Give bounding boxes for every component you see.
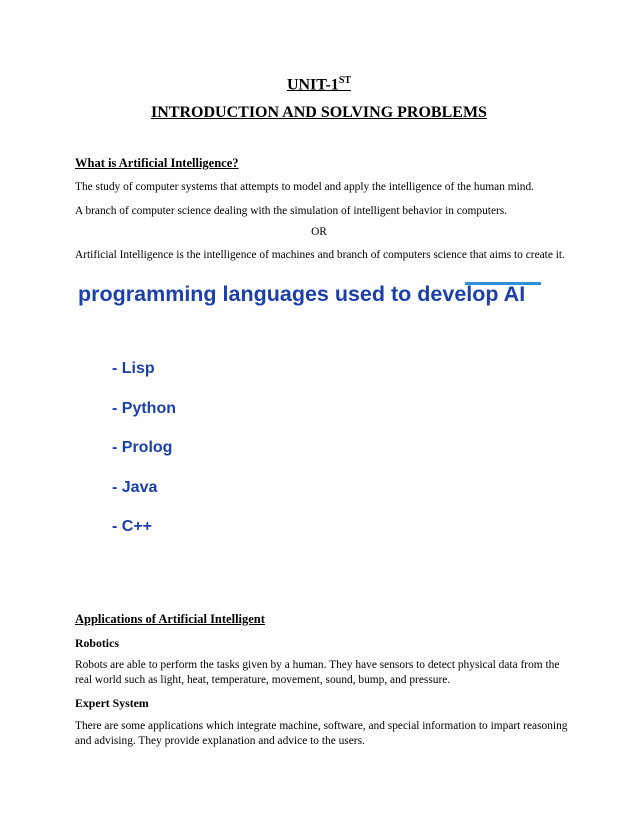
language-item-cpp: - C++ — [112, 518, 153, 535]
unit-title-text: UNIT-1 — [286, 76, 339, 94]
intro-paragraph-1: The study of computer systems that attempts to model and apply the intelligence of the human mind. — [75, 181, 535, 193]
unit-title — [0, 75, 638, 94]
or-separator: OR — [311, 226, 327, 238]
languages-title: programming languages used to develop AI — [78, 282, 526, 306]
language-item-python: - Python — [112, 399, 176, 417]
languages-image — [72, 282, 552, 562]
language-item-lisp: - Lisp — [112, 360, 155, 377]
languages-list — [112, 358, 176, 556]
expert-system-heading: Expert System — [75, 696, 149, 710]
robotics-heading: Robotics — [75, 636, 119, 650]
intro-paragraph-2: A branch of computer science dealing with the simulation of intelligent behavior in computers. — [75, 205, 508, 217]
robotics-paragraph: Robots are able to perform the tasks given by a human. They have sensors to detect physical data from the real world such as light, heat, temperature, movement, sound, bump, and pressure. — [75, 659, 560, 686]
intro-paragraph-3: Artificial Intelligence is the intelligence of machines and branch of computers science that aims to create it. — [75, 249, 565, 261]
unit-title-superscript: ST — [338, 75, 352, 86]
applications-heading: Applications of Artificial Intelligent — [75, 612, 265, 626]
intro-heading: What is Artificial Intelligence? — [75, 156, 239, 170]
language-item-prolog: - Prolog — [112, 439, 173, 456]
language-item-java: - Java — [112, 478, 158, 496]
page-title: INTRODUCTION AND SOLVING PROBLEMS — [151, 104, 487, 121]
expert-system-paragraph: There are some applications which integrate machine, software, and special information to impart reasoning and advising. They provide explanation and advice to the users. — [75, 720, 568, 747]
